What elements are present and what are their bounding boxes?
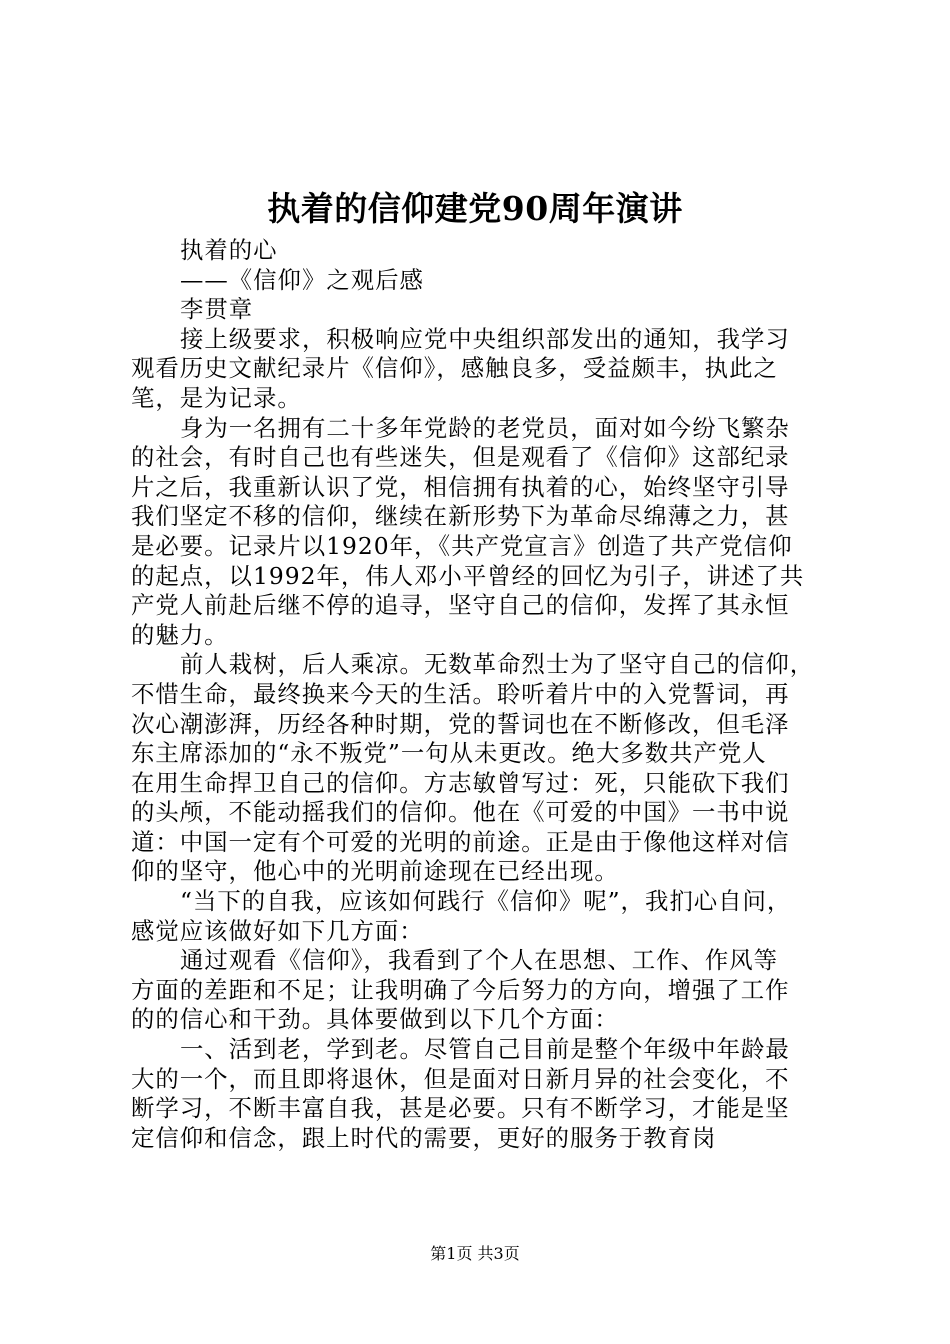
- text-line: 李贯章: [180, 295, 254, 324]
- document-body: [131, 236, 861, 1153]
- text-line: 大的一个，而且即将退休，但是面对日新月异的社会变化，不: [131, 1064, 790, 1093]
- text-line: 道：中国一定有个可爱的光明的前途。正是由于像他这样对信: [131, 827, 790, 856]
- text-line: 不惜生命，最终换来今天的生活。聆听着片中的入党誓词，再: [131, 679, 790, 708]
- text-line: 仰的坚守，他心中的光明前途现在已经出现。: [131, 857, 619, 886]
- text-line: 的头颅，不能动摇我们的信仰。他在《可爱的中国》一书中说: [131, 798, 790, 827]
- text-line: 东主席添加的“永不叛党”一句从未更改。绝大多数共产党人: [131, 739, 767, 768]
- text-line: 产党人前赴后继不停的追寻，坚守自己的信仰，发挥了其永恒: [131, 591, 790, 620]
- text-line: 笔，是为记录。: [131, 383, 302, 412]
- text-line: 方面的差距和不足；让我明确了今后努力的方向，增强了工作: [131, 975, 790, 1004]
- text-line: 感觉应该做好如下几方面：: [131, 916, 424, 945]
- page-footer: 第1页 共3页: [430, 1244, 520, 1263]
- text-line: 身为一名拥有二十多年党龄的老党员，面对如今纷飞繁杂: [180, 413, 790, 442]
- text-line: 的起点，以1992年，伟人邓小平曾经的回忆为引子，讲述了共: [131, 561, 805, 590]
- text-line: 通过观看《信仰》，我看到了个人在思想、工作、作风等: [180, 946, 779, 975]
- text-line: 次心潮澎湃，历经各种时期，党的誓词也在不断修改，但毛泽: [131, 709, 790, 738]
- text-line: “当下的自我，应该如何践行《信仰》呢”，我扪心自问，: [180, 887, 792, 916]
- text-line: 在用生命捍卫自己的信仰。方志敏曾写过：死，只能砍下我们: [131, 768, 790, 797]
- text-line: 是必要。记录片以1920年，《共产党宣言》创造了共产党信仰: [131, 531, 793, 560]
- text-line: 定信仰和信念，跟上时代的需要，更好的服务于教育岗: [131, 1123, 717, 1152]
- page-title: 执着的信仰建党90周年演讲: [267, 189, 683, 228]
- text-line: 的社会，有时自己也有些迷失，但是观看了《信仰》这部纪录: [131, 443, 790, 472]
- text-line: 一、活到老，学到老。尽管自己目前是整个年级中年龄最: [180, 1035, 790, 1064]
- text-line: 执着的心: [180, 236, 278, 264]
- text-line: 我们坚定不移的信仰，继续在新形势下为革命尽绵薄之力，甚: [131, 502, 790, 531]
- text-line: 片之后，我重新认识了党，相信拥有执着的心，始终坚守引导: [131, 472, 790, 501]
- text-line: 的的信心和干劲。具体要做到以下几个方面：: [131, 1005, 619, 1034]
- text-line: 的魅力。: [131, 620, 229, 649]
- text-line: 断学习，不断丰富自我，甚是必要。只有不断学习，才能是坚: [131, 1094, 790, 1123]
- text-line: 接上级要求，积极响应党中央组织部发出的通知，我学习: [180, 324, 790, 353]
- text-line: 前人栽树，后人乘凉。无数革命烈士为了坚守自己的信仰，: [180, 650, 815, 679]
- text-line: ——《信仰》之观后感: [180, 265, 424, 294]
- text-line: 观看历史文献纪录片《信仰》，感触良多，受益颇丰，执此之: [131, 354, 778, 383]
